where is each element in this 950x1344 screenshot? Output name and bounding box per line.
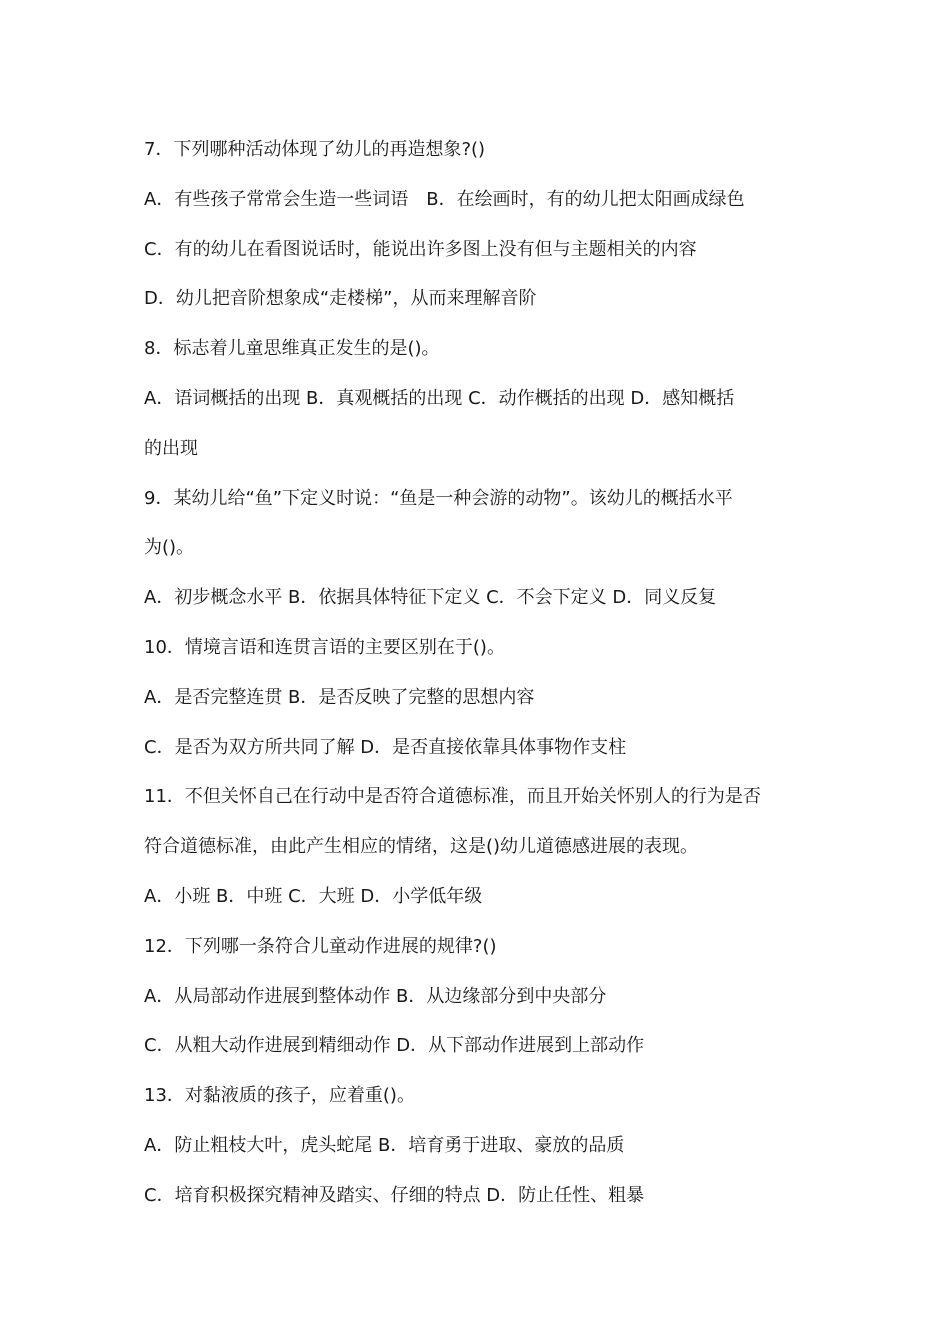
question-10-options-cd: C．是否为双方所共同了解 D．是否直接依靠具体事物作支柱 xyxy=(144,736,627,758)
question-13-options-ab: A．防止粗枝大叶，虎头蛇尾 B．培育勇于进取、豪放的品质 xyxy=(144,1134,625,1156)
question-11-stem-cont: 符合道德标准，由此产生相应的情绪，这是()幼儿道德感进展的表现。 xyxy=(144,836,699,858)
question-12-options-cd: C．从粗大动作进展到精细动作 D．从下部动作进展到上部动作 xyxy=(144,1035,645,1057)
question-7-option-c: C．有的幼儿在看图说话时，能说出许多图上没有但与主题相关的内容 xyxy=(144,238,697,260)
question-7-options-ab: A．有些孩子常常会生造一些词语 B．在绘画时，有的幼儿把太阳画成绿色 xyxy=(144,188,745,210)
question-12-stem: 12．下列哪一条符合儿童动作进展的规律?() xyxy=(144,935,497,957)
question-9-stem-cont: 为()。 xyxy=(144,537,195,559)
question-11-options: A．小班 B．中班 C．大班 D．小学低年级 xyxy=(144,885,483,907)
question-13-stem: 13．对黏液质的孩子，应着重()。 xyxy=(144,1085,415,1107)
question-10-stem: 10．情境言语和连贯言语的主要区别在于()。 xyxy=(144,636,505,658)
question-9-options: A．初步概念水平 B．依据具体特征下定义 C．不会下定义 D．同义反复 xyxy=(144,587,717,609)
question-10-options-ab: A．是否完整连贯 B．是否反映了完整的思想内容 xyxy=(144,686,535,708)
question-8-options-cont: 的出现 xyxy=(144,437,198,459)
question-7-stem: 7．下列哪种活动体现了幼儿的再造想象?() xyxy=(144,139,486,160)
question-13-options-cd: C．培育积极探究精神及踏实、仔细的特点 D．防止任性、粗暴 xyxy=(144,1184,645,1206)
question-8-stem: 8．标志着儿童思维真正发生的是()。 xyxy=(144,338,440,360)
question-7-option-d: D．幼儿把音阶想象成“走楼梯”，从而来理解音阶 xyxy=(144,288,537,310)
question-8-options: A．语词概括的出现 B．真观概括的出现 C．动作概括的出现 D．感知概括 xyxy=(144,387,735,409)
question-11-stem: 11．不但关怀自己在行动中是否符合道德标准，而且开始关怀别人的行为是否 xyxy=(144,786,761,808)
question-9-stem: 9．某幼儿给“鱼”下定义时说：“鱼是一种会游的动物”。该幼儿的概括水平 xyxy=(144,487,733,509)
question-12-options-ab: A．从局部动作进展到整体动作 B．从边缘部分到中央部分 xyxy=(144,985,607,1007)
document-body xyxy=(144,130,824,1226)
